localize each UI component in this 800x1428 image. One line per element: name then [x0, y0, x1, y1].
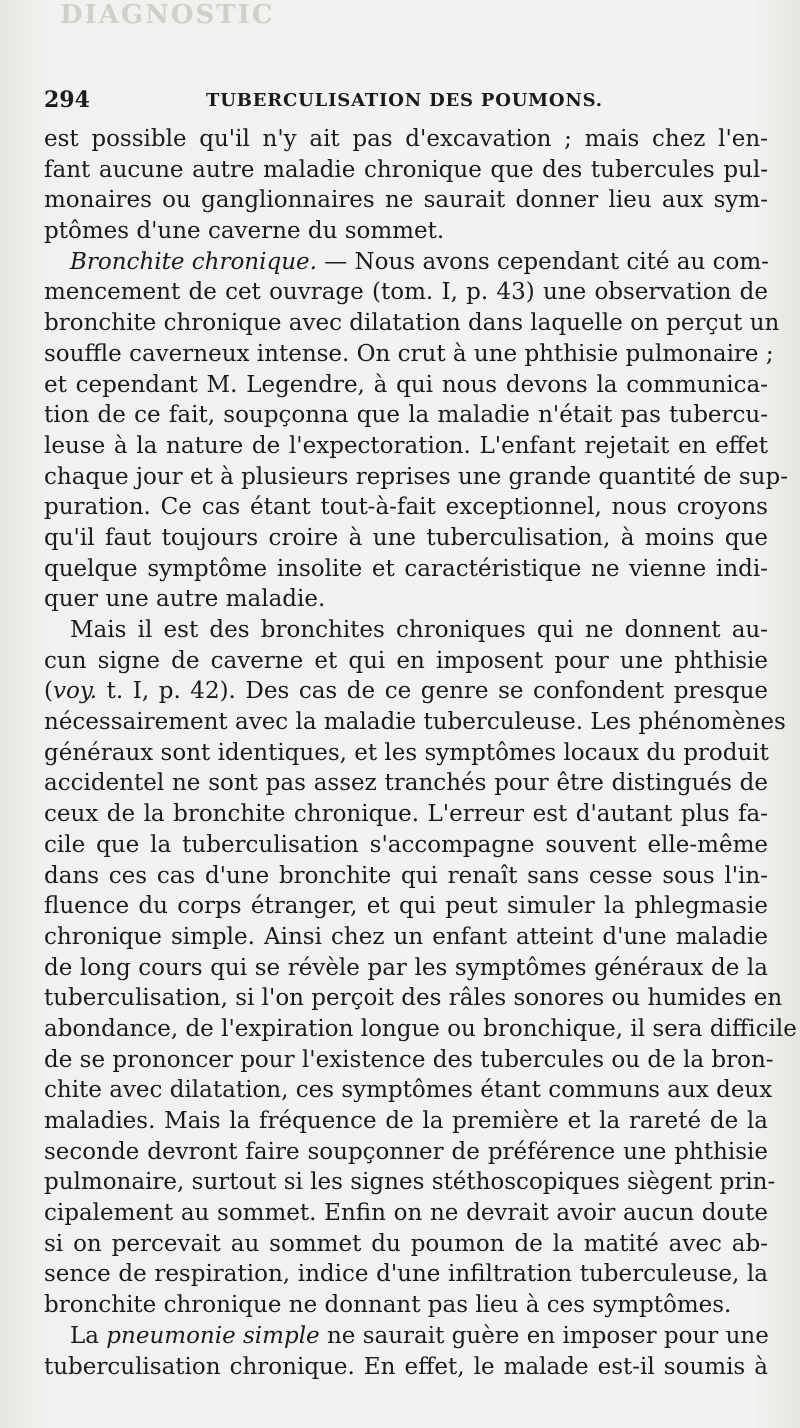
text-line: [44, 1045, 774, 1076]
italic-text: Bronchite chronique.: [70, 248, 317, 275]
text-fragment: nécessairement avec la maladie tuberculeuse. Les phénomènes: [44, 709, 786, 736]
text-line: [44, 277, 768, 308]
text-fragment: quer une autre maladie.: [44, 586, 326, 613]
text-fragment: généraux sont identiques, et les symptômes locaux du produit: [44, 739, 769, 766]
text-line: [44, 216, 768, 247]
text-fragment: dans ces cas d'une bronchite qui renaît sans cesse sous l'in-: [44, 862, 768, 889]
text-fragment: de se prononcer pour l'existence des tubercules ou de la bron-: [44, 1046, 774, 1073]
text-fragment: sence de respiration, indice d'une infiltration tuberculeuse, la: [44, 1261, 768, 1288]
text-line: [44, 523, 768, 554]
text-line: [44, 339, 774, 370]
text-fragment: chaque jour et à plusieurs reprises une grande quantité de sup-: [44, 463, 788, 490]
text-fragment: tion de ce fait, soupçonna que la maladie n'était pas tubercu-: [44, 402, 768, 429]
bleed-through-text: DIAGNOSTIC: [60, 0, 275, 30]
text-line: [44, 1014, 797, 1045]
text-fragment: Mais il est des bronchites chroniques qui ne donnent au-: [70, 617, 768, 643]
text-line: [44, 308, 780, 339]
text-fragment: abondance, de l'expiration longue ou bronchique, il sera difficile: [44, 1015, 797, 1042]
text-fragment: quelque symptôme insolite et caractéristique ne vienne indi-: [44, 555, 768, 582]
text-fragment: maladies. Mais la fréquence de la première et la rareté de la: [44, 1108, 768, 1134]
text-fragment: est possible qu'il n'y ait pas d'excavation ; mais chez l'en-: [44, 126, 768, 152]
text-fragment: ceux de la bronchite chronique. L'erreur est d'autant plus fa-: [44, 801, 768, 828]
text-fragment: leuse à la nature de l'expectoration. L'enfant rejetait en effet: [44, 432, 768, 459]
text-fragment: tuberculisation, si l'on perçoit des râles sonores ou humides en: [44, 985, 783, 1012]
text-line: [44, 1198, 768, 1229]
text-line: [44, 185, 768, 216]
text-line: [44, 707, 786, 738]
text-fragment: ne saurait guère en imposer pour une: [319, 1322, 769, 1349]
text-line: [44, 646, 768, 677]
text-line: [44, 891, 768, 922]
text-fragment: La: [70, 1322, 107, 1349]
text-line: [44, 861, 768, 892]
text-fragment: fluence du corps étranger, et qui peut simuler la phlegmasie: [44, 893, 768, 920]
text-fragment: qu'il faut toujours croire à une tuberculisation, à moins que: [44, 524, 768, 551]
text-line: [44, 1075, 773, 1106]
text-fragment: de long cours qui se révèle par les symptômes généraux de la: [44, 954, 768, 981]
text-line: [44, 1229, 768, 1260]
text-line: [44, 431, 768, 462]
text-line: [44, 983, 783, 1014]
text-line: [44, 830, 768, 861]
body-text: [44, 124, 797, 1382]
text-line: [44, 247, 768, 278]
text-fragment: chite avec dilatation, ces symptômes étant communs aux deux: [44, 1077, 773, 1104]
text-line: [44, 370, 768, 401]
text-fragment: souffle caverneux intense. On crut à une phthisie pulmonaire ;: [44, 340, 774, 367]
text-line: [44, 738, 768, 769]
page-header: [44, 87, 764, 119]
text-fragment: tuberculisation chronique. En effet, le malade est-il soumis à: [44, 1353, 768, 1380]
text-fragment: pulmonaire, surtout si les signes stéthoscopiques siègent prin-: [44, 1169, 776, 1196]
italic-text: voy.: [52, 678, 98, 705]
text-line: [44, 462, 788, 493]
page-number: 294: [44, 87, 90, 113]
text-fragment: puration. Ce cas étant tout-à-fait exceptionnel, nous croyons: [44, 494, 768, 521]
text-fragment: monaires ou ganglionnaires ne saurait donner lieu aux sym-: [44, 187, 768, 214]
text-line: [44, 124, 768, 155]
text-fragment: t. I, p. 42). Des cas de ce genre se confondent presque: [97, 678, 768, 705]
text-fragment: cipalement au sommet. Enfin on ne devrait avoir aucun doute: [44, 1200, 768, 1227]
text-line: [44, 1352, 768, 1383]
text-line: [44, 1290, 768, 1321]
text-fragment: et cependant M. Legendre, à qui nous devons la communica-: [44, 371, 768, 398]
text-fragment: cile que la tuberculisation s'accompagne souvent elle-même: [44, 831, 768, 858]
text-line: [44, 155, 768, 186]
text-fragment: seconde devront faire soupçonner de préférence une phthisie: [44, 1138, 768, 1165]
text-line: [44, 1106, 768, 1137]
text-line: [44, 953, 768, 984]
text-fragment: mencement de cet ouvrage (tom. I, p. 43) une observation de: [44, 279, 768, 306]
text-fragment: (: [44, 678, 53, 705]
text-line: [44, 492, 768, 523]
text-line: [44, 615, 768, 646]
text-line: [44, 922, 768, 953]
text-line: [44, 1167, 776, 1198]
text-fragment: — Nous avons cependant cité au com-: [316, 248, 769, 275]
italic-text: pneumonie simple: [106, 1322, 320, 1349]
text-line: [44, 768, 768, 799]
text-line: [44, 554, 768, 585]
text-fragment: cun signe de caverne et qui en imposent pour une phthisie: [44, 647, 768, 674]
text-fragment: bronchite chronique avec dilatation dans laquelle on perçut un: [44, 310, 780, 337]
text-line: [44, 584, 768, 615]
running-title: TUBERCULISATION DES POUMONS.: [206, 90, 603, 111]
text-fragment: fant aucune autre maladie chronique que des tubercules pul-: [44, 156, 768, 183]
text-line: [44, 400, 768, 431]
text-fragment: chronique simple. Ainsi chez un enfant atteint d'une maladie: [44, 923, 768, 950]
text-line: [44, 799, 768, 830]
text-line: [44, 1259, 768, 1290]
text-fragment: si on percevait au sommet du poumon de la matité avec ab-: [44, 1230, 768, 1257]
text-fragment: bronchite chronique ne donnant pas lieu à ces symptômes.: [44, 1292, 732, 1319]
text-line: [44, 1321, 768, 1352]
text-line: [44, 676, 768, 707]
text-fragment: accidentel ne sont pas assez tranchés pour être distingués de: [44, 770, 768, 797]
text-fragment: ptômes d'une caverne du sommet.: [44, 218, 445, 245]
text-line: [44, 1137, 768, 1168]
